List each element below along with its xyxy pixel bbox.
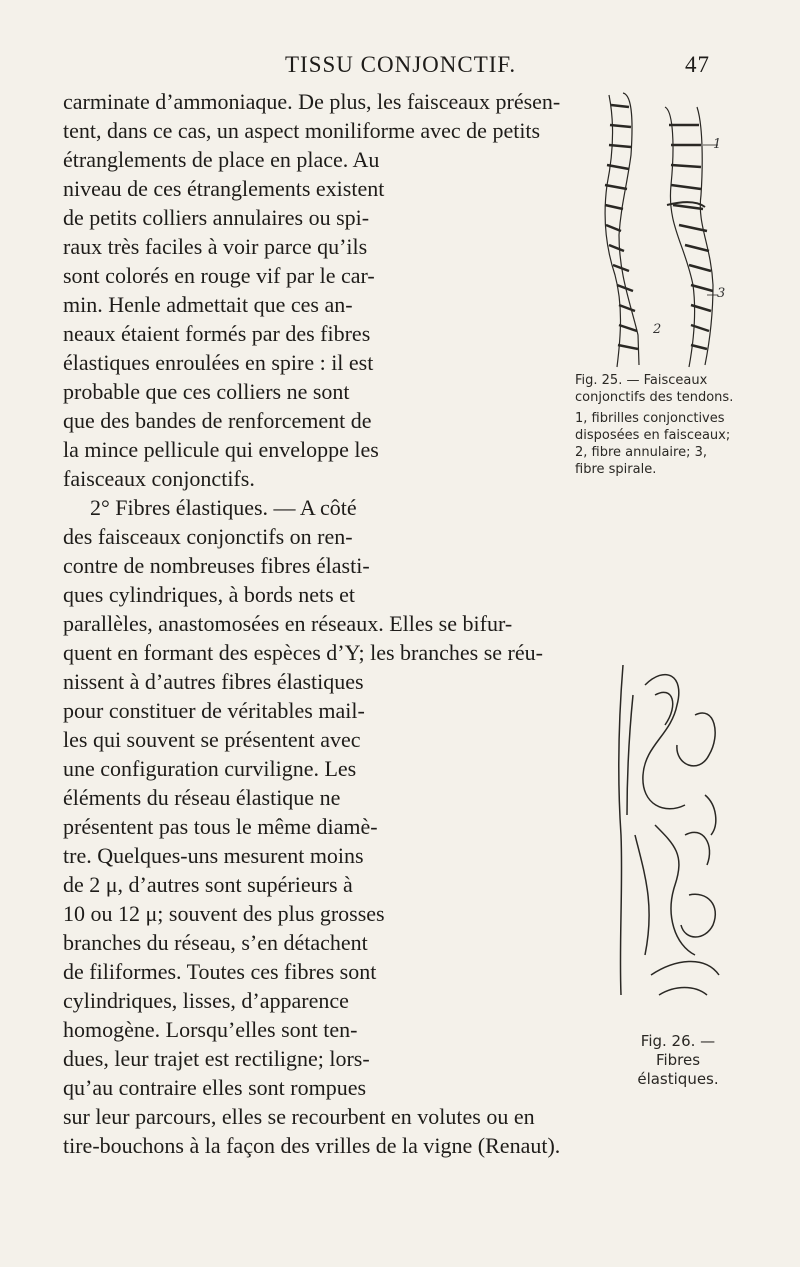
text-line: branches du réseau, s’en détachent [63,930,368,955]
figure-25-caption-head: Fig. 25. — Faisceaux conjonctifs des tendons. [575,373,734,405]
text-line: une configuration curviligne. Les [63,756,357,781]
text-line: pour constituer de véritables mail- [63,698,365,723]
text-line: tent, dans ce cas, un aspect moniliforme avec de petits [63,118,541,143]
text-line: de filiformes. Toutes ces fibres sont [63,959,377,984]
text-line: étranglements de place en place. Au [63,147,380,172]
page-number: 47 [685,52,710,77]
text-line: raux très faciles à voir parce qu’ils [63,234,368,259]
text-line: nissent à d’autres fibres élastiques [63,669,364,694]
text-line: que des bandes de renforcement de [63,408,372,433]
text-line: sur leur parcours, elles se recourbent en volutes ou en [63,1104,535,1129]
running-title: TISSU CONJONCTIF. [285,52,517,77]
text-line: probable que ces colliers ne sont [63,379,350,404]
text-line: carminate d’ammoniaque. De plus, les faisceaux présen- [63,89,561,114]
text-line: 2° Fibres élastiques. — A côté [90,495,357,520]
text-line: 10 ou 12 μ; souvent des plus grosses [63,901,385,926]
figure-26-caption: Fig. 26. — Fibres élastiques. [637,1032,719,1088]
text-line: de 2 μ, d’autres sont supérieurs à [63,872,353,897]
text-line: parallèles, anastomosées en réseaux. Elles se bifur- [63,611,513,636]
text-line: sont colorés en rouge vif par le car- [63,263,375,288]
text-line: contre de nombreuses fibres élasti- [63,553,370,578]
text-line: faisceaux conjonctifs. [63,466,255,491]
figure-26-illustration [615,655,725,1025]
text-line: tre. Quelques-uns mesurent moins [63,843,364,868]
text-line: de petits colliers annulaires ou spi- [63,205,370,230]
text-line: éléments du réseau élastique ne [63,785,341,810]
text-line: qu’au contraire elles sont rompues [63,1075,367,1100]
figure-25-caption [575,372,735,478]
text-line: niveau de ces étranglements existent [63,176,385,201]
text-line: dues, leur trajet est rectiligne; lors- [63,1046,370,1071]
text-line: homogène. Lorsqu’elles sont ten- [63,1017,358,1042]
figure-25-label-3: 3 [717,286,726,301]
text-line: les qui souvent se présentent avec [63,727,361,752]
text-line: cylindriques, lisses, d’apparence [63,988,349,1013]
text-line: des faisceaux conjonctifs on ren- [63,524,353,549]
text-line: la mince pellicule qui enveloppe les [63,437,379,462]
text-line: min. Henle admettait que ces an- [63,292,353,317]
text-line: ques cylindriques, à bords nets et [63,582,356,607]
text-line: tire-bouchons à la façon des vrilles de la vigne (Renaut). [63,1133,561,1158]
running-head [60,52,710,82]
figure-25-label-2: 2 [653,322,662,337]
text-line: quent en formant des espèces d’Y; les branches se réu- [63,640,543,665]
figure-25-label-1: 1 [713,137,722,152]
text-line: présentent pas tous le même diamè- [63,814,378,839]
text-line: neaux étaient formés par des fibres [63,321,371,346]
figure-25-caption-body: 1, fibrilles conjonctives disposées en faisceaux; 2, fibre annulaire; 3, fibre spirale. [575,411,731,477]
text-line: élastiques enroulées en spire : il est [63,350,374,375]
